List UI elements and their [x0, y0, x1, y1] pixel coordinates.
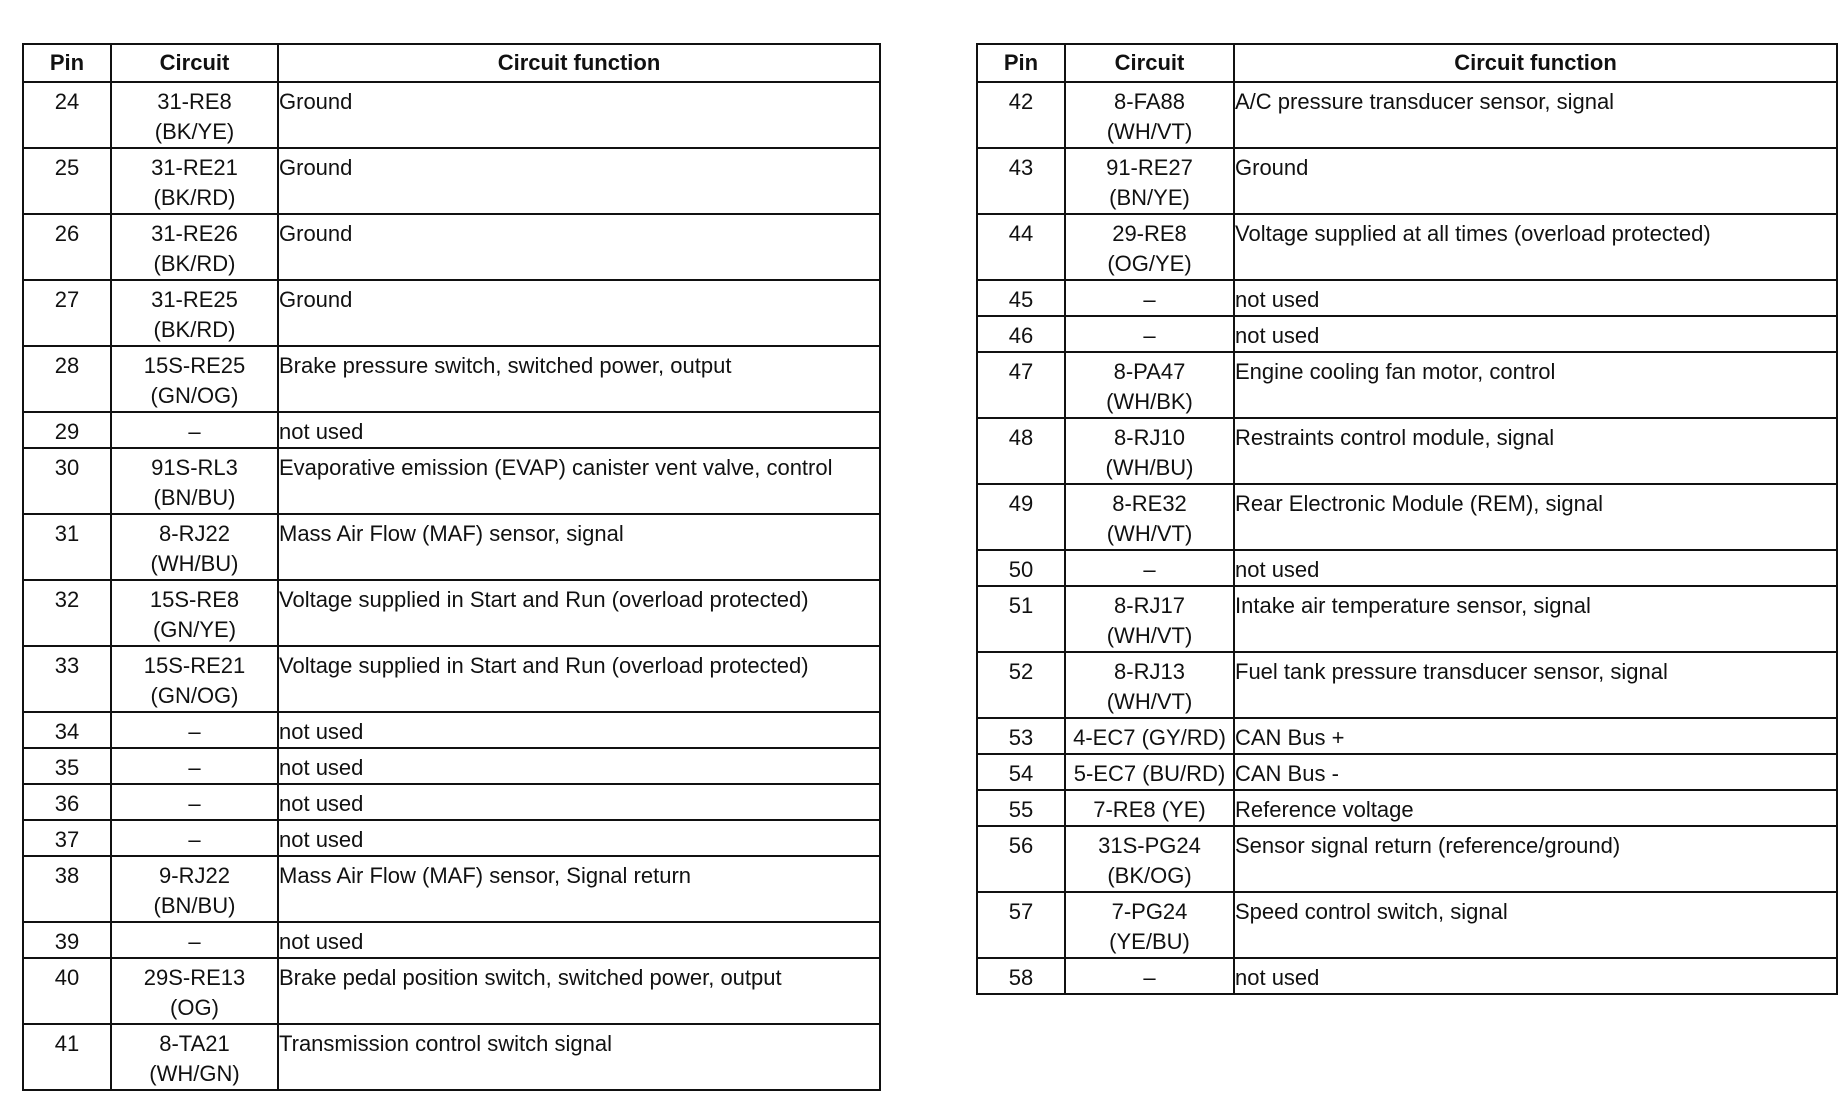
function-cell: CAN Bus -: [1234, 754, 1837, 790]
pin-cell: 36: [23, 784, 111, 820]
left-table-header: [23, 44, 880, 82]
pin-cell: 31: [23, 514, 111, 580]
pin-cell: 54: [977, 754, 1065, 790]
circuit-cell: –: [111, 412, 278, 448]
pin-cell: 26: [23, 214, 111, 280]
pin-cell: 55: [977, 790, 1065, 826]
table-row: [23, 856, 880, 922]
table-row: [23, 958, 880, 1024]
function-cell: not used: [1234, 280, 1837, 316]
function-cell: not used: [278, 412, 880, 448]
circuit-cell: –: [111, 712, 278, 748]
circuit-cell: –: [111, 820, 278, 856]
pin-cell: 58: [977, 958, 1065, 994]
function-cell: not used: [278, 784, 880, 820]
left-pin-table: [22, 43, 881, 1091]
function-cell: not used: [278, 748, 880, 784]
function-cell: Ground: [1234, 148, 1837, 214]
table-row: [23, 280, 880, 346]
pin-cell: 27: [23, 280, 111, 346]
pin-cell: 24: [23, 82, 111, 148]
right-pin-table: [976, 43, 1838, 995]
pin-cell: 47: [977, 352, 1065, 418]
table-row: [977, 352, 1837, 418]
pin-cell: 42: [977, 82, 1065, 148]
circuit-cell: 91S-RL3 (BN/BU): [111, 448, 278, 514]
table-row: [977, 148, 1837, 214]
pin-cell: 41: [23, 1024, 111, 1090]
function-cell: Brake pressure switch, switched power, output: [278, 346, 880, 412]
table-row: [977, 958, 1837, 994]
table-row: [23, 784, 880, 820]
circuit-cell: 15S-RE25 (GN/OG): [111, 346, 278, 412]
function-cell: Fuel tank pressure transducer sensor, signal: [1234, 652, 1837, 718]
function-cell: not used: [278, 922, 880, 958]
circuit-column-header: Circuit: [111, 44, 278, 82]
table-row: [977, 82, 1837, 148]
pin-cell: 44: [977, 214, 1065, 280]
function-cell: not used: [1234, 550, 1837, 586]
pin-cell: 35: [23, 748, 111, 784]
circuit-cell: 9-RJ22 (BN/BU): [111, 856, 278, 922]
pin-cell: 28: [23, 346, 111, 412]
function-cell: Ground: [278, 82, 880, 148]
circuit-cell: 8-PA47 (WH/BK): [1065, 352, 1234, 418]
function-cell: Ground: [278, 280, 880, 346]
function-column-header: Circuit function: [1234, 44, 1837, 82]
function-cell: Mass Air Flow (MAF) sensor, signal: [278, 514, 880, 580]
circuit-cell: 31S-PG24 (BK/OG): [1065, 826, 1234, 892]
table-row: [977, 586, 1837, 652]
pin-cell: 57: [977, 892, 1065, 958]
circuit-cell: –: [1065, 550, 1234, 586]
circuit-column-header: Circuit: [1065, 44, 1234, 82]
pin-cell: 37: [23, 820, 111, 856]
table-row: [23, 82, 880, 148]
function-cell: Evaporative emission (EVAP) canister vent valve, control: [278, 448, 880, 514]
table-row: [977, 790, 1837, 826]
pin-cell: 46: [977, 316, 1065, 352]
pin-cell: 32: [23, 580, 111, 646]
circuit-cell: 31-RE8 (BK/YE): [111, 82, 278, 148]
function-cell: Engine cooling fan motor, control: [1234, 352, 1837, 418]
pin-cell: 38: [23, 856, 111, 922]
function-cell: Voltage supplied in Start and Run (overload protected): [278, 580, 880, 646]
function-cell: A/C pressure transducer sensor, signal: [1234, 82, 1837, 148]
function-cell: Voltage supplied in Start and Run (overload protected): [278, 646, 880, 712]
pin-cell: 49: [977, 484, 1065, 550]
function-cell: Ground: [278, 148, 880, 214]
function-cell: not used: [1234, 316, 1837, 352]
circuit-cell: 8-TA21 (WH/GN): [111, 1024, 278, 1090]
pin-cell: 50: [977, 550, 1065, 586]
table-row: [977, 652, 1837, 718]
table-row: [23, 820, 880, 856]
pin-cell: 40: [23, 958, 111, 1024]
function-cell: Sensor signal return (reference/ground): [1234, 826, 1837, 892]
circuit-cell: –: [111, 922, 278, 958]
table-row: [23, 412, 880, 448]
pin-cell: 52: [977, 652, 1065, 718]
pin-cell: 34: [23, 712, 111, 748]
circuit-cell: 31-RE26 (BK/RD): [111, 214, 278, 280]
table-row: [23, 712, 880, 748]
function-cell: Mass Air Flow (MAF) sensor, Signal return: [278, 856, 880, 922]
table-row: [977, 214, 1837, 280]
function-cell: Voltage supplied at all times (overload protected): [1234, 214, 1837, 280]
function-cell: not used: [278, 712, 880, 748]
table-row: [23, 214, 880, 280]
circuit-cell: 29S-RE13 (OG): [111, 958, 278, 1024]
function-cell: Intake air temperature sensor, signal: [1234, 586, 1837, 652]
table-row: [23, 748, 880, 784]
circuit-cell: 15S-RE21 (GN/OG): [111, 646, 278, 712]
circuit-cell: 7-PG24 (YE/BU): [1065, 892, 1234, 958]
table-row: [977, 754, 1837, 790]
circuit-cell: 8-RJ10 (WH/BU): [1065, 418, 1234, 484]
right-table-header: [977, 44, 1837, 82]
circuit-cell: 31-RE25 (BK/RD): [111, 280, 278, 346]
pin-column-header: Pin: [977, 44, 1065, 82]
function-cell: CAN Bus +: [1234, 718, 1837, 754]
circuit-cell: 4-EC7 (GY/RD): [1065, 718, 1234, 754]
circuit-cell: 7-RE8 (YE): [1065, 790, 1234, 826]
right-table-body: [977, 82, 1837, 994]
circuit-cell: 31-RE21 (BK/RD): [111, 148, 278, 214]
circuit-cell: –: [111, 784, 278, 820]
function-cell: Speed control switch, signal: [1234, 892, 1837, 958]
pin-cell: 53: [977, 718, 1065, 754]
function-column-header: Circuit function: [278, 44, 880, 82]
circuit-cell: –: [1065, 958, 1234, 994]
function-cell: not used: [1234, 958, 1837, 994]
function-cell: Brake pedal position switch, switched power, output: [278, 958, 880, 1024]
pin-cell: 56: [977, 826, 1065, 892]
function-cell: not used: [278, 820, 880, 856]
circuit-cell: 8-RE32 (WH/VT): [1065, 484, 1234, 550]
table-row: [977, 316, 1837, 352]
pin-cell: 48: [977, 418, 1065, 484]
pin-cell: 33: [23, 646, 111, 712]
pin-cell: 45: [977, 280, 1065, 316]
circuit-cell: 8-RJ13 (WH/VT): [1065, 652, 1234, 718]
function-cell: Ground: [278, 214, 880, 280]
circuit-cell: –: [111, 748, 278, 784]
pin-column-header: Pin: [23, 44, 111, 82]
pin-cell: 39: [23, 922, 111, 958]
table-row: [23, 922, 880, 958]
circuit-cell: 29-RE8 (OG/YE): [1065, 214, 1234, 280]
circuit-cell: 91-RE27 (BN/YE): [1065, 148, 1234, 214]
function-cell: Restraints control module, signal: [1234, 418, 1837, 484]
pin-cell: 51: [977, 586, 1065, 652]
pin-cell: 29: [23, 412, 111, 448]
table-row: [23, 148, 880, 214]
table-row: [23, 646, 880, 712]
circuit-cell: 15S-RE8 (GN/YE): [111, 580, 278, 646]
table-row: [23, 346, 880, 412]
circuit-cell: 5-EC7 (BU/RD): [1065, 754, 1234, 790]
table-row: [977, 280, 1837, 316]
table-row: [977, 826, 1837, 892]
table-row: [977, 718, 1837, 754]
table-row: [23, 1024, 880, 1090]
table-row: [23, 448, 880, 514]
table-row: [977, 892, 1837, 958]
function-cell: Reference voltage: [1234, 790, 1837, 826]
table-row: [23, 580, 880, 646]
pin-cell: 25: [23, 148, 111, 214]
circuit-cell: –: [1065, 316, 1234, 352]
left-table-body: [23, 82, 880, 1090]
table-row: [977, 484, 1837, 550]
table-row: [23, 514, 880, 580]
pin-cell: 30: [23, 448, 111, 514]
table-row: [977, 550, 1837, 586]
circuit-cell: 8-RJ17 (WH/VT): [1065, 586, 1234, 652]
function-cell: Rear Electronic Module (REM), signal: [1234, 484, 1837, 550]
circuit-cell: –: [1065, 280, 1234, 316]
function-cell: Transmission control switch signal: [278, 1024, 880, 1090]
circuit-cell: 8-RJ22 (WH/BU): [111, 514, 278, 580]
pin-cell: 43: [977, 148, 1065, 214]
circuit-cell: 8-FA88 (WH/VT): [1065, 82, 1234, 148]
table-row: [977, 418, 1837, 484]
